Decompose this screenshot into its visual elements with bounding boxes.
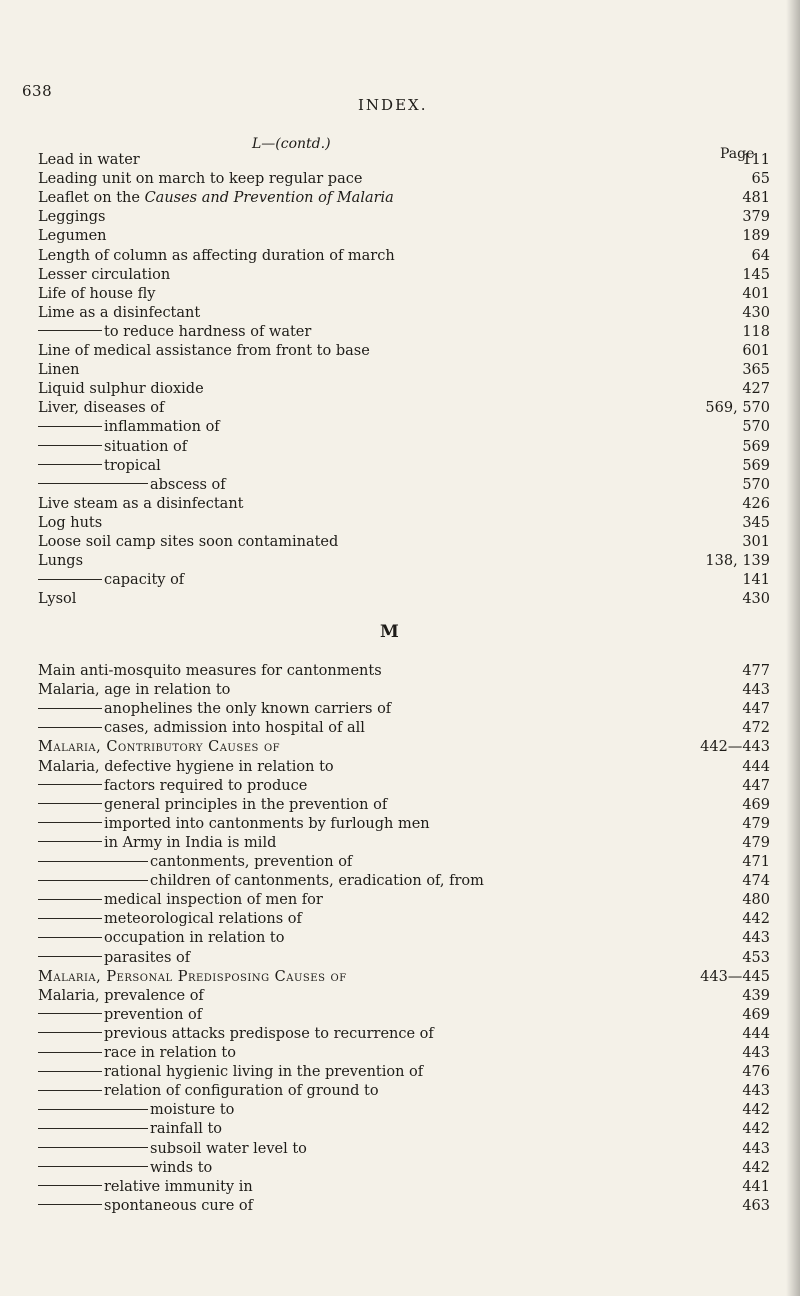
ditto-dash [38, 861, 148, 862]
entry-text [38, 360, 80, 380]
entry-text [38, 1100, 234, 1120]
entry-page-number: 65 [751, 171, 770, 188]
entry-label: Liquid sulphur dioxide [38, 381, 204, 398]
index-entry [0, 1081, 800, 1101]
entry-label: Malaria, age in relation to [38, 682, 231, 699]
entry-label: Lead in water [38, 152, 140, 168]
entry-text [38, 1139, 307, 1159]
entry-text [38, 570, 184, 590]
index-entry [0, 928, 800, 948]
entry-page-number: 443—445 [700, 968, 770, 985]
entry-page-number: 570 [742, 419, 770, 436]
index-entry [0, 795, 800, 815]
index-entry [0, 948, 800, 968]
entry-page-number: 401 [742, 285, 770, 302]
entry-label: Legumen [38, 228, 107, 245]
entry-text [38, 871, 484, 891]
entry-page-number: 426 [742, 495, 770, 512]
entry-page-number: 479 [742, 815, 770, 832]
entry-text [38, 776, 307, 796]
entry-text [38, 1177, 253, 1197]
index-entry [0, 284, 800, 304]
entry-label: abscess of [150, 476, 226, 493]
ditto-dash [38, 1185, 102, 1186]
entry-page-number: 569, 570 [705, 400, 770, 417]
entry-label: anophelines the only known carriers of [104, 701, 392, 718]
entry-page-number: 442 [742, 1102, 770, 1119]
index-entry [0, 570, 800, 590]
entry-text [38, 1196, 253, 1216]
entry-page-number: 441 [742, 1178, 770, 1195]
entry-label: spontaneous cure of [104, 1197, 253, 1214]
index-entry [0, 718, 800, 738]
page-edge-shadow [786, 0, 800, 1296]
index-entry [0, 437, 800, 457]
index-entry [0, 1158, 800, 1178]
entry-label: tropical [104, 457, 161, 474]
entry-page-number: 442—443 [700, 739, 770, 756]
entry-page-number: 476 [742, 1064, 770, 1081]
index-entry [0, 1139, 800, 1159]
entry-text [38, 814, 430, 834]
index-entry [0, 475, 800, 495]
entry-text [38, 1158, 212, 1178]
entry-label: Life of house fly [38, 285, 156, 302]
entry-page-number: 443 [742, 682, 770, 699]
entry-page-number: 111 [742, 152, 770, 168]
entry-text [38, 246, 395, 266]
index-entry [0, 699, 800, 719]
index-entry [0, 494, 800, 514]
index-entry [0, 360, 800, 380]
index-entry [0, 661, 800, 681]
page-number: 638 [22, 82, 53, 100]
running-title: INDEX. [358, 96, 428, 114]
entry-page-number: 447 [742, 701, 770, 718]
entry-page-number: 453 [742, 949, 770, 966]
index-entry [0, 833, 800, 853]
entry-text [38, 513, 102, 533]
entry-label: Leaflet on the [38, 190, 145, 207]
ditto-dash [38, 1166, 148, 1167]
entry-label: to reduce hardness of water [104, 323, 312, 340]
entry-page-number: 481 [742, 190, 770, 207]
ditto-dash [38, 708, 102, 709]
entry-label: general principles in the prevention of [104, 796, 388, 813]
entry-label: Main anti-mosquito measures for cantonments [38, 663, 382, 679]
entry-label: relative immunity in [104, 1178, 253, 1195]
ditto-dash [38, 841, 102, 842]
entry-page-number: 469 [742, 1006, 770, 1023]
entry-page-number: 430 [742, 591, 770, 608]
section-continued-label: L—(contd.) [252, 136, 331, 152]
entry-label: capacity of [104, 572, 185, 589]
entry-text [38, 1005, 202, 1025]
index-entry [0, 814, 800, 834]
entry-label: Malaria, defective hygiene in relation to [38, 758, 334, 775]
entry-text [38, 890, 323, 910]
entry-text [38, 226, 107, 246]
ditto-dash [38, 1071, 102, 1072]
index-entry [0, 1062, 800, 1082]
index-entry [0, 680, 800, 700]
index-entry [0, 1043, 800, 1063]
ditto-dash [38, 1128, 148, 1129]
entry-label: Leggings [38, 209, 106, 226]
entry-page-number: 471 [742, 854, 770, 870]
entry-label: inflammation of [104, 419, 220, 436]
ditto-dash [38, 822, 102, 823]
ditto-dash [38, 918, 102, 919]
entry-text [38, 379, 204, 399]
index-entry [0, 379, 800, 399]
entry-label: Line of medical assistance from front to base [38, 343, 370, 359]
entry-page-number: 118 [742, 323, 770, 340]
entry-text [38, 852, 352, 872]
ditto-dash [38, 1147, 148, 1148]
index-entry [0, 226, 800, 246]
entry-page-number: 443 [742, 930, 770, 947]
entry-label: Malaria, Personal Predisposing Causes of [38, 968, 347, 985]
index-entry [0, 757, 800, 777]
entry-page-number: 345 [742, 514, 770, 531]
index-entry [0, 207, 800, 227]
entry-label: Length of column as affecting duration of march [38, 247, 395, 264]
entry-page-number: 442 [742, 911, 770, 928]
entry-text [38, 1081, 379, 1101]
entry-text [38, 718, 365, 738]
entry-label: children of cantonments, eradication of, from [150, 873, 484, 890]
index-entry [0, 909, 800, 929]
entry-text [38, 207, 105, 227]
entry-text [38, 967, 347, 987]
entry-text [38, 1024, 434, 1044]
entry-text [38, 456, 161, 476]
entry-page-number: 570 [742, 476, 770, 493]
ditto-dash [38, 880, 148, 881]
index-entry [0, 150, 800, 170]
index-entry [0, 1196, 800, 1216]
ditto-dash [38, 1052, 102, 1053]
entry-page-number: 301 [742, 534, 770, 550]
entry-text [38, 551, 83, 571]
section-letter-m: M [380, 622, 399, 642]
ditto-dash [38, 464, 102, 465]
entry-text [38, 437, 187, 457]
entry-text [38, 494, 244, 514]
entry-label: Live steam as a disinfectant [38, 495, 244, 512]
entry-page-number: 430 [742, 304, 770, 321]
ditto-dash [38, 483, 148, 484]
entry-page-number: 444 [742, 1025, 770, 1042]
entry-text [38, 169, 362, 189]
entry-page-number: 141 [742, 572, 770, 589]
entry-text [38, 303, 200, 323]
entry-text [38, 699, 391, 719]
index-entry [0, 871, 800, 891]
index-entry [0, 1024, 800, 1044]
entry-label: occupation in relation to [104, 930, 285, 947]
entry-label: prevention of [104, 1006, 203, 1023]
ditto-dash [38, 1032, 102, 1033]
entry-label: factors required to produce [104, 777, 308, 794]
entry-page-number: 472 [742, 720, 770, 737]
index-entry [0, 986, 800, 1006]
entry-text [38, 398, 164, 418]
entry-label: parasites of [104, 949, 191, 966]
index-entry [0, 1119, 800, 1139]
index-entry [0, 890, 800, 910]
entry-text [38, 833, 276, 853]
index-entry [0, 1177, 800, 1197]
entry-page-number: 145 [742, 266, 770, 283]
index-entry [0, 398, 800, 418]
entry-text [38, 737, 280, 757]
entry-page-number: 189 [742, 228, 770, 245]
entry-label: imported into cantonments by furlough men [104, 815, 430, 832]
index-entry [0, 967, 800, 987]
entry-label: moisture to [150, 1102, 235, 1119]
entry-page-number: 469 [742, 796, 770, 813]
entry-text [38, 928, 284, 948]
entry-page-number: 427 [742, 381, 770, 398]
index-entry [0, 322, 800, 342]
ditto-dash [38, 937, 102, 938]
entry-text [38, 532, 338, 552]
index-entry [0, 169, 800, 189]
entry-page-number: 443 [742, 1083, 770, 1100]
entry-label: race in relation to [104, 1045, 236, 1061]
entry-text [38, 589, 76, 609]
entry-page-number: 569 [742, 438, 770, 455]
entry-page-number: 463 [742, 1197, 770, 1214]
entry-label: Lysol [38, 591, 77, 608]
entry-page-number: 480 [742, 892, 770, 909]
ditto-dash [38, 330, 102, 331]
index-entry [0, 188, 800, 208]
index-entry [0, 737, 800, 757]
entry-text [38, 661, 382, 681]
entry-label: Lungs [38, 553, 84, 570]
ditto-dash [38, 803, 102, 804]
entry-label: cantonments, prevention of [150, 854, 353, 870]
index-entry [0, 852, 800, 872]
entry-text [38, 417, 220, 437]
entry-label: Linen [38, 362, 80, 379]
entry-page-number: 64 [751, 247, 770, 264]
entry-text [38, 188, 394, 208]
entry-page-number: 365 [742, 362, 770, 379]
entry-label: rational hygienic living in the prevention of [104, 1064, 424, 1081]
index-entry [0, 303, 800, 323]
entry-text [38, 1062, 423, 1082]
ditto-dash [38, 899, 102, 900]
index-entry [0, 456, 800, 476]
index-entry [0, 1005, 800, 1025]
entry-label: Lesser circulation [38, 266, 171, 283]
ditto-dash [38, 1090, 102, 1091]
entry-label: rainfall to [150, 1121, 223, 1138]
entry-page-number: 474 [742, 873, 770, 890]
entry-page-number: 447 [742, 777, 770, 794]
entry-page-number: 138, 139 [705, 553, 770, 570]
entry-label: Liver, diseases of [38, 400, 165, 417]
ditto-dash [38, 426, 102, 427]
entry-title-italic: Causes and Prevention of Malaria [144, 190, 394, 207]
entry-label: Log huts [38, 514, 103, 531]
entry-page-number: 569 [742, 457, 770, 474]
entry-page-number: 444 [742, 758, 770, 775]
entry-text [38, 1043, 236, 1063]
entry-label: Malaria, prevalence of [38, 987, 204, 1004]
entry-label: Malaria, Contributory Causes of [38, 739, 281, 756]
entry-text [38, 909, 302, 929]
entry-text [38, 150, 140, 170]
entry-text [38, 265, 170, 285]
entry-text [38, 795, 387, 815]
ditto-dash [38, 1109, 148, 1110]
ditto-dash [38, 445, 102, 446]
index-entry [0, 246, 800, 266]
entry-label: winds to [150, 1159, 213, 1176]
entry-page-number: 601 [742, 343, 770, 359]
index-entry [0, 513, 800, 533]
index-entry [0, 417, 800, 437]
entry-page-number: 443 [742, 1045, 770, 1061]
entry-label: situation of [104, 438, 188, 455]
entry-text [38, 948, 190, 968]
entry-page-number: 477 [742, 663, 770, 679]
entry-label: subsoil water level to [150, 1140, 307, 1157]
index-entry [0, 551, 800, 571]
ditto-dash [38, 1204, 102, 1205]
entry-text [38, 284, 155, 304]
page-column-label: Page [720, 146, 755, 162]
entry-text [38, 680, 230, 700]
index-entry [0, 265, 800, 285]
index-entry [0, 589, 800, 609]
entry-label: Loose soil camp sites soon contaminated [38, 534, 339, 550]
ditto-dash [38, 727, 102, 728]
index-entry [0, 776, 800, 796]
index-entry [0, 341, 800, 361]
ditto-dash [38, 784, 102, 785]
entry-label: Leading unit on march to keep regular pace [38, 171, 363, 188]
entry-page-number: 379 [742, 209, 770, 226]
entry-page-number: 443 [742, 1140, 770, 1157]
entry-page-number: 439 [742, 987, 770, 1004]
entry-page-number: 442 [742, 1121, 770, 1138]
entry-text [38, 1119, 222, 1139]
entry-label: Lime as a disinfectant [38, 304, 201, 321]
ditto-dash [38, 1013, 102, 1014]
ditto-dash [38, 956, 102, 957]
entry-label: medical inspection of men for [104, 892, 323, 909]
entry-text [38, 341, 370, 361]
entry-text [38, 475, 226, 495]
entry-page-number: 442 [742, 1159, 770, 1176]
entry-label: meteorological relations of [104, 911, 302, 928]
entry-text [38, 757, 334, 777]
index-entry [0, 1100, 800, 1120]
entry-label: relation of configuration of ground to [104, 1083, 379, 1100]
index-entry [0, 532, 800, 552]
entry-label: previous attacks predispose to recurrence of [104, 1025, 434, 1042]
entry-text [38, 986, 204, 1006]
entry-label: cases, admission into hospital of all [104, 720, 365, 737]
ditto-dash [38, 579, 102, 580]
entry-page-number: 479 [742, 834, 770, 851]
entry-label: in Army in India is mild [104, 834, 277, 851]
entry-text [38, 322, 311, 342]
